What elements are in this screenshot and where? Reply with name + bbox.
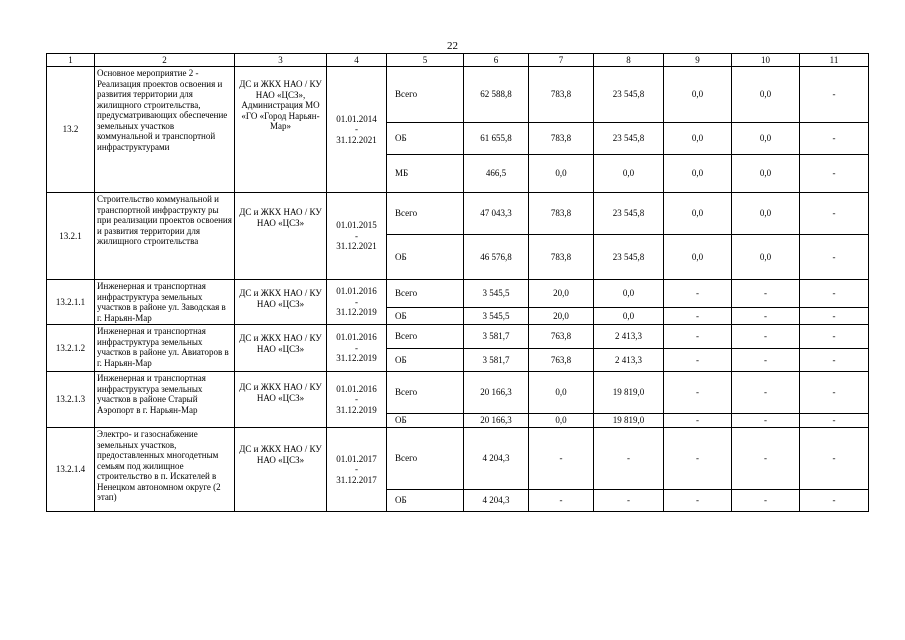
funding-source: Всего bbox=[387, 193, 464, 235]
table-row bbox=[47, 280, 869, 308]
amount-col-8: 23 545,8 bbox=[594, 193, 664, 235]
amount-col-8: 0,0 bbox=[594, 280, 664, 308]
period-start: 01.01.2016 bbox=[336, 286, 377, 297]
total-amount: 47 043,3 bbox=[464, 193, 529, 235]
amount-col-10: 0,0 bbox=[732, 155, 800, 193]
column-number: 2 bbox=[95, 54, 235, 67]
column-number: 5 bbox=[387, 54, 464, 67]
activity-number: 13.2.1.4 bbox=[47, 428, 95, 512]
amount-col-9: 0,0 bbox=[664, 155, 732, 193]
amount-col-7: 0,0 bbox=[529, 372, 594, 414]
period-end: 31.12.2021 bbox=[336, 241, 377, 252]
period-start: 01.01.2014 bbox=[336, 113, 377, 124]
funding-source: Всего bbox=[387, 428, 464, 490]
amount-col-7: - bbox=[529, 490, 594, 512]
period-end: 31.12.2021 bbox=[336, 134, 377, 145]
period-start: 01.01.2016 bbox=[336, 332, 377, 343]
amount-col-7: 783,8 bbox=[529, 235, 594, 280]
program-activities-table bbox=[46, 53, 869, 512]
amount-col-11: - bbox=[800, 193, 869, 235]
amount-col-7: 763,8 bbox=[529, 349, 594, 372]
total-amount: 466,5 bbox=[464, 155, 529, 193]
activity-executor: ДС и ЖКХ НАО / КУ НАО «ЦСЗ» bbox=[235, 325, 327, 372]
total-amount: 46 576,8 bbox=[464, 235, 529, 280]
amount-col-9: 0,0 bbox=[664, 235, 732, 280]
amount-col-11: - bbox=[800, 325, 869, 349]
funding-source: Всего bbox=[387, 372, 464, 414]
amount-col-9: - bbox=[664, 349, 732, 372]
amount-col-10: 0,0 bbox=[732, 123, 800, 155]
page-number: 22 bbox=[447, 40, 458, 52]
table-row bbox=[47, 67, 869, 123]
amount-col-10: - bbox=[732, 308, 800, 325]
funding-source: Всего bbox=[387, 280, 464, 308]
amount-col-11: - bbox=[800, 155, 869, 193]
amount-col-10: - bbox=[732, 414, 800, 428]
amount-col-8: 0,0 bbox=[594, 308, 664, 325]
period-start: 01.01.2016 bbox=[336, 383, 377, 394]
total-amount: 3 545,5 bbox=[464, 280, 529, 308]
activity-name: Строительство коммунальной и транспортной инфраструкту ры при реализации проектов освоения и развития территории для жилищного строительства bbox=[95, 193, 235, 280]
amount-col-8: 0,0 bbox=[594, 155, 664, 193]
total-amount: 62 588,8 bbox=[464, 67, 529, 123]
amount-col-11: - bbox=[800, 235, 869, 280]
column-number: 6 bbox=[464, 54, 529, 67]
amount-col-7: 783,8 bbox=[529, 193, 594, 235]
amount-col-11: - bbox=[800, 280, 869, 308]
total-amount: 4 204,3 bbox=[464, 490, 529, 512]
activity-executor: ДС и ЖКХ НАО / КУ НАО «ЦСЗ» bbox=[235, 280, 327, 325]
amount-col-7: 20,0 bbox=[529, 308, 594, 325]
total-amount: 20 166,3 bbox=[464, 414, 529, 428]
period-end: 31.12.2019 bbox=[336, 353, 377, 364]
activity-period bbox=[327, 193, 387, 280]
amount-col-9: - bbox=[664, 280, 732, 308]
period-start: 01.01.2017 bbox=[336, 453, 377, 464]
funding-source: ОБ bbox=[387, 490, 464, 512]
activity-executor: ДС и ЖКХ НАО / КУ НАО «ЦСЗ» bbox=[235, 372, 327, 428]
period-start: 01.01.2015 bbox=[336, 220, 377, 231]
activity-number: 13.2.1.1 bbox=[47, 280, 95, 325]
funding-source: ОБ bbox=[387, 349, 464, 372]
activity-executor: ДС и ЖКХ НАО / КУ НАО «ЦСЗ» bbox=[235, 428, 327, 512]
amount-col-8: 23 545,8 bbox=[594, 67, 664, 123]
amount-col-11: - bbox=[800, 67, 869, 123]
amount-col-7: 0,0 bbox=[529, 155, 594, 193]
activity-name: Основное мероприятие 2 - Реализация проектов освоения и развития территории для жилищного строительства, предусматривающих обеспечение земельных участков коммунальной и транспортной инфраструктурами bbox=[95, 67, 235, 193]
total-amount: 4 204,3 bbox=[464, 428, 529, 490]
funding-source: Всего bbox=[387, 67, 464, 123]
amount-col-10: 0,0 bbox=[732, 193, 800, 235]
total-amount: 20 166,3 bbox=[464, 372, 529, 414]
amount-col-8: 23 545,8 bbox=[594, 235, 664, 280]
amount-col-9: - bbox=[664, 372, 732, 414]
amount-col-10: - bbox=[732, 325, 800, 349]
amount-col-8: 2 413,3 bbox=[594, 349, 664, 372]
amount-col-8: 23 545,8 bbox=[594, 123, 664, 155]
amount-col-7: 0,0 bbox=[529, 414, 594, 428]
activity-number: 13.2 bbox=[47, 67, 95, 193]
amount-col-10: - bbox=[732, 280, 800, 308]
period-end: 31.12.2019 bbox=[336, 307, 377, 318]
activity-name: Инженерная и транспортная инфраструктура земельных участков в районе ул. Авиаторов в г. Нарьян-Мар bbox=[95, 325, 235, 372]
activity-period bbox=[327, 67, 387, 193]
activity-name: Инженерная и транспортная инфраструктура земельных участков в районе Старый Аэропорт в г. Нарьян-Мар bbox=[95, 372, 235, 428]
amount-col-8: - bbox=[594, 490, 664, 512]
funding-source: Всего bbox=[387, 325, 464, 349]
column-number: 11 bbox=[800, 54, 869, 67]
period-separator: - bbox=[355, 394, 358, 405]
activity-period bbox=[327, 372, 387, 428]
amount-col-10: - bbox=[732, 490, 800, 512]
table-row bbox=[47, 428, 869, 490]
column-number: 8 bbox=[594, 54, 664, 67]
activity-period bbox=[327, 428, 387, 512]
amount-col-7: 783,8 bbox=[529, 123, 594, 155]
amount-col-10: 0,0 bbox=[732, 235, 800, 280]
amount-col-9: - bbox=[664, 490, 732, 512]
period-separator: - bbox=[355, 342, 358, 353]
activity-executor: ДС и ЖКХ НАО / КУ НАО «ЦСЗ» bbox=[235, 193, 327, 280]
period-separator: - bbox=[355, 296, 358, 307]
funding-source: ОБ bbox=[387, 414, 464, 428]
amount-col-7: - bbox=[529, 428, 594, 490]
table-row bbox=[47, 325, 869, 349]
amount-col-9: 0,0 bbox=[664, 193, 732, 235]
amount-col-8: 2 413,3 bbox=[594, 325, 664, 349]
period-end: 31.12.2019 bbox=[336, 404, 377, 415]
amount-col-11: - bbox=[800, 428, 869, 490]
amount-col-8: 19 819,0 bbox=[594, 372, 664, 414]
activity-executor: ДС и ЖКХ НАО / КУ НАО «ЦСЗ», Администрация МО «ГО «Город Нарьян-Мар» bbox=[235, 67, 327, 193]
amount-col-11: - bbox=[800, 490, 869, 512]
column-number: 7 bbox=[529, 54, 594, 67]
amount-col-11: - bbox=[800, 372, 869, 414]
column-number: 9 bbox=[664, 54, 732, 67]
activity-period bbox=[327, 280, 387, 325]
amount-col-9: - bbox=[664, 414, 732, 428]
column-number: 1 bbox=[47, 54, 95, 67]
funding-source: ОБ bbox=[387, 308, 464, 325]
total-amount: 61 655,8 bbox=[464, 123, 529, 155]
amount-col-11: - bbox=[800, 349, 869, 372]
amount-col-8: 19 819,0 bbox=[594, 414, 664, 428]
amount-col-9: - bbox=[664, 325, 732, 349]
amount-col-7: 20,0 bbox=[529, 280, 594, 308]
activity-number: 13.2.1 bbox=[47, 193, 95, 280]
amount-col-9: 0,0 bbox=[664, 123, 732, 155]
amount-col-8: - bbox=[594, 428, 664, 490]
activity-name: Инженерная и транспортная инфраструктура земельных участков в районе ул. Заводская в г. Нарьян-Мар bbox=[95, 280, 235, 325]
column-number: 10 bbox=[732, 54, 800, 67]
amount-col-10: 0,0 bbox=[732, 67, 800, 123]
total-amount: 3 545,5 bbox=[464, 308, 529, 325]
amount-col-9: 0,0 bbox=[664, 67, 732, 123]
period-end: 31.12.2017 bbox=[336, 474, 377, 485]
total-amount: 3 581,7 bbox=[464, 349, 529, 372]
table-row bbox=[47, 193, 869, 235]
activity-name: Электро- и газоснабжение земельных участков, предоставленных многодетным семьям под жилищное строительство в п. Искателей в Ненецком автономном округе (2 этап) bbox=[95, 428, 235, 512]
period-separator: - bbox=[355, 124, 358, 135]
table-row bbox=[47, 372, 869, 414]
column-number-row bbox=[47, 54, 869, 67]
funding-source: МБ bbox=[387, 155, 464, 193]
activity-number: 13.2.1.3 bbox=[47, 372, 95, 428]
activity-period bbox=[327, 325, 387, 372]
period-separator: - bbox=[355, 464, 358, 475]
amount-col-9: - bbox=[664, 428, 732, 490]
amount-col-11: - bbox=[800, 123, 869, 155]
amount-col-10: - bbox=[732, 349, 800, 372]
funding-source: ОБ bbox=[387, 235, 464, 280]
amount-col-11: - bbox=[800, 414, 869, 428]
amount-col-7: 763,8 bbox=[529, 325, 594, 349]
amount-col-10: - bbox=[732, 372, 800, 414]
amount-col-9: - bbox=[664, 308, 732, 325]
total-amount: 3 581,7 bbox=[464, 325, 529, 349]
period-separator: - bbox=[355, 230, 358, 241]
column-number: 3 bbox=[235, 54, 327, 67]
amount-col-10: - bbox=[732, 428, 800, 490]
funding-source: ОБ bbox=[387, 123, 464, 155]
activity-number: 13.2.1.2 bbox=[47, 325, 95, 372]
amount-col-11: - bbox=[800, 308, 869, 325]
amount-col-7: 783,8 bbox=[529, 67, 594, 123]
column-number: 4 bbox=[327, 54, 387, 67]
